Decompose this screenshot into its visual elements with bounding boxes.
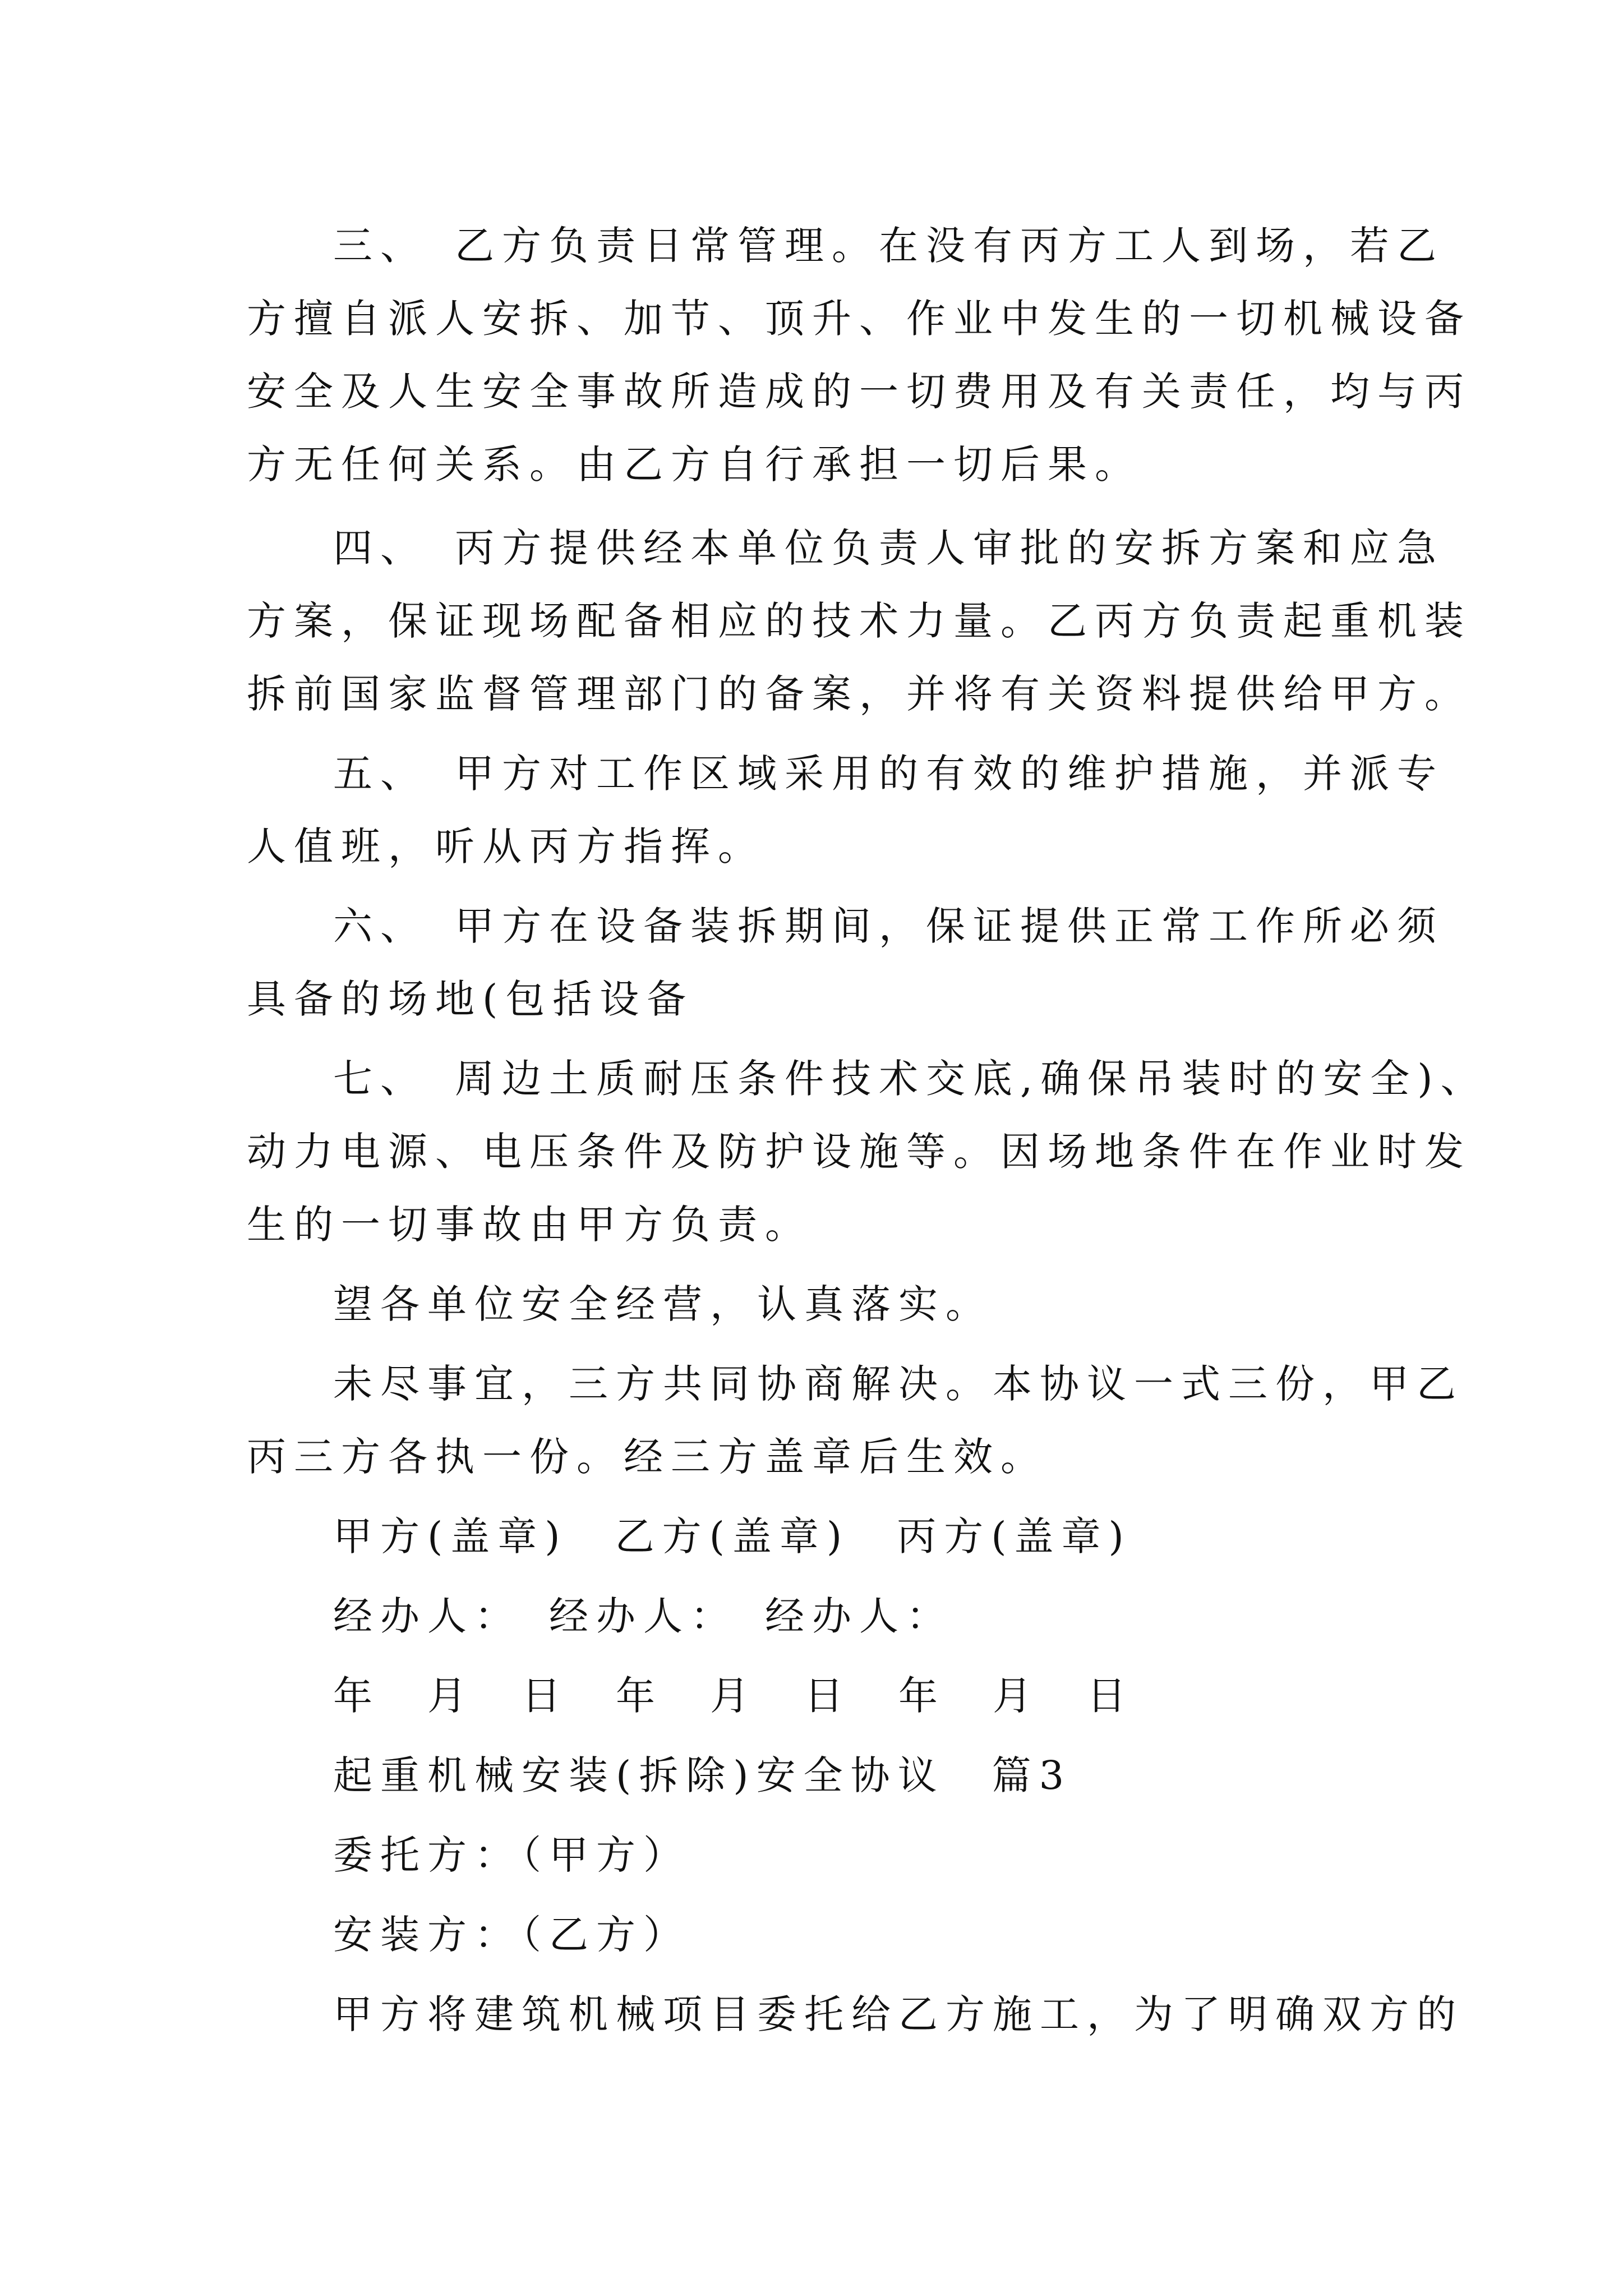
seal-line: 甲方(盖章) 乙方(盖章) 丙方(盖章) <box>333 1513 1132 1559</box>
closing-remark: 望各单位安全经营，认真落实。 <box>333 1281 993 1327</box>
clause-six-line-2: 具备的场地(包括设备 <box>247 976 694 1022</box>
section-title: 起重机械安装(拆除)安全协议 篇3 <box>333 1752 1072 1798</box>
clause-seven-line-3: 生的一切事故由甲方负责。 <box>247 1202 812 1248</box>
installer-line: 安装方：（乙方） <box>333 1912 690 1958</box>
agent-line: 经办人： 经办人： 经办人： <box>333 1593 953 1639</box>
clause-three-line-2: 方擅自派人安拆、加节、顶升、作业中发生的一切机械设备 <box>247 296 1472 342</box>
clause-seven-line-2: 动力电源、电压条件及防护设施等。因场地条件在作业时发 <box>247 1129 1472 1175</box>
client-line: 委托方：（甲方） <box>333 1832 690 1878</box>
clause-three-line-1: 三、 乙方负责日常管理。在没有丙方工人到场，若乙 <box>333 223 1444 269</box>
clause-four-line-3: 拆前国家监督管理部门的备案，并将有关资料提供给甲方。 <box>247 671 1472 717</box>
clause-three-line-3: 安全及人生安全事故所造成的一切费用及有关责任，均与丙 <box>247 369 1472 415</box>
clause-five-line-2: 人值班，听从丙方指挥。 <box>247 823 765 869</box>
unresolved-matters-line-2: 丙三方各执一份。经三方盖章后生效。 <box>247 1434 1048 1480</box>
clause-six-line-1: 六、 甲方在设备装拆期间，保证提供正常工作所必须 <box>333 903 1444 949</box>
unresolved-matters-line-1: 未尽事宜，三方共同协商解决。本协议一式三份，甲乙 <box>333 1361 1464 1407</box>
clause-four-line-2: 方案，保证现场配备相应的技术力量。乙丙方负责起重机装 <box>247 598 1472 644</box>
date-line: 年 月 日 年 月 日 年 月 日 <box>333 1673 1134 1719</box>
clause-seven-line-1: 七、 周边土质耐压条件技术交底,确保吊装时的安全)、 <box>333 1056 1488 1102</box>
clause-four-line-1: 四、 丙方提供经本单位负责人审批的安拆方案和应急 <box>333 525 1444 571</box>
intro-paragraph-line-1: 甲方将建筑机械项目委托给乙方施工，为了明确双方的 <box>333 1991 1464 2037</box>
clause-five-line-1: 五、 甲方对工作区域采用的有效的维护措施，并派专 <box>333 751 1444 797</box>
clause-three-line-4: 方无任何关系。由乙方自行承担一切后果。 <box>247 441 1142 487</box>
